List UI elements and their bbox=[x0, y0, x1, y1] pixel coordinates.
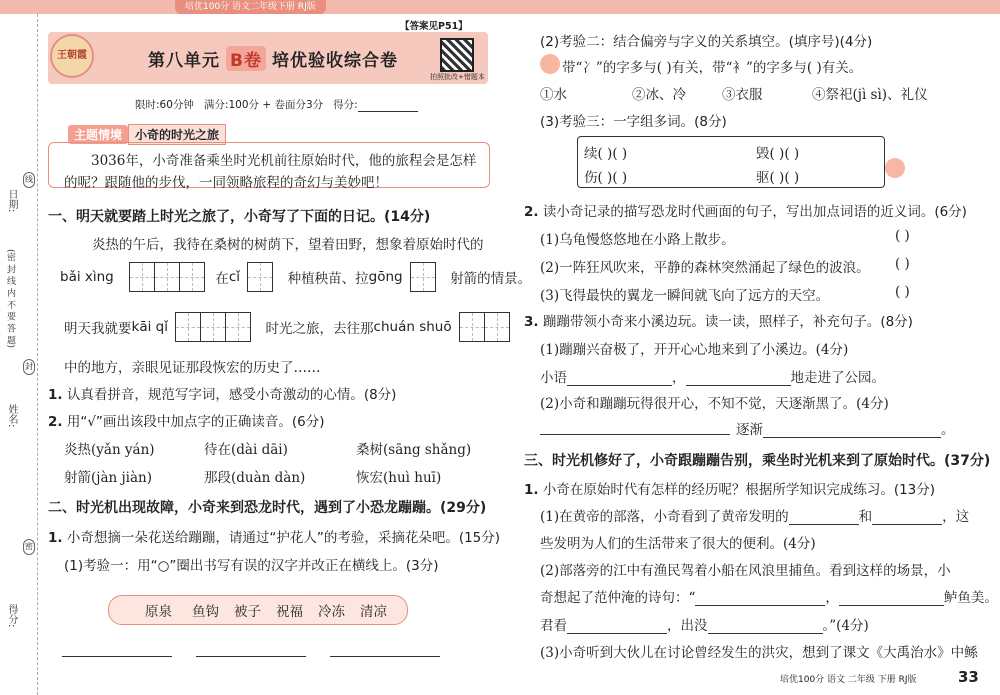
title-banner bbox=[48, 32, 488, 84]
seal-dot: 密 bbox=[23, 539, 35, 555]
word-group[interactable]: 伤( )( ) bbox=[584, 170, 628, 186]
reading-option[interactable]: 待在(dài dāi) bbox=[204, 442, 288, 458]
q2-2: 2. 读小奇记录的描写恐龙时代画面的句子，写出加点词语的近义词。(6分) bbox=[524, 204, 967, 220]
score-label: 得分: bbox=[6, 604, 17, 628]
word-item[interactable]: 清凉 bbox=[360, 604, 387, 620]
word-group[interactable]: 驱( )( ) bbox=[756, 170, 800, 186]
answer-line[interactable] bbox=[196, 656, 306, 657]
word-item[interactable]: 祝福 bbox=[276, 604, 303, 620]
qr-code-icon[interactable] bbox=[440, 38, 474, 72]
text-line: (2)部落旁的江中有渔民驾着小船在风浪里捕鱼。看到这样的场景，小 bbox=[540, 563, 951, 579]
q1-2: 2. 用“√”画出该段中加点字的正确读音。(6分) bbox=[48, 414, 325, 430]
word-item[interactable]: 被子 bbox=[234, 604, 261, 620]
reading-option[interactable]: 炎热(yǎn yán) bbox=[64, 442, 155, 458]
task-3: (3)考验三：一字组多词。(8分) bbox=[540, 114, 727, 130]
char-grid[interactable] bbox=[411, 262, 436, 292]
q3-1: 1. 小奇在原始时代有怎样的经历呢？根据所学知识完成练习。(13分) bbox=[524, 482, 936, 498]
sentence: (1)蹦蹦兴奋极了，开开心心地来到了小溪边。(4分) bbox=[540, 342, 849, 358]
answer-line[interactable] bbox=[62, 656, 172, 657]
char-grid[interactable] bbox=[248, 262, 273, 292]
reading-option[interactable]: 恢宏(huì huī) bbox=[356, 470, 442, 486]
word-group[interactable]: 毁( )( ) bbox=[756, 146, 800, 162]
diary-line-4: 中的地方，亲眼见证那段恢宏的历史了…… bbox=[64, 360, 321, 376]
page-title: 第八单元 B卷 培优验收综合卷 bbox=[148, 46, 398, 71]
series-label: 培优100分 语文二年级下册 RJ版 bbox=[175, 0, 326, 14]
fill-line: 奇想起了范仲淹的诗句：“ ， 鲈鱼美。 bbox=[540, 590, 998, 606]
diary-line-3: 明天我就要kāi qǐ 时光之旅，去往那chuán shuō bbox=[64, 312, 510, 342]
answer-paren[interactable]: ( ) bbox=[895, 284, 910, 300]
fill-line: (1)在黄帝的部落，小奇看到了黄帝发明的 和 ，这 bbox=[540, 509, 970, 525]
exam-meta: 限时:60分钟 满分:100分 + 卷面分3分 得分: bbox=[135, 97, 418, 112]
word-group[interactable]: 续( )( ) bbox=[584, 146, 628, 162]
section-3-heading: 三、时光机修好了，小奇跟蹦蹦告别，乘坐时光机来到了原始时代。(37分) bbox=[524, 453, 991, 469]
seal-dot: 封 bbox=[23, 359, 35, 375]
volume-badge: B卷 bbox=[226, 46, 266, 71]
flower-icon bbox=[885, 158, 905, 178]
q2-3: 3. 蹦蹦带领小奇来小溪边玩。读一读，照样子，补充句子。(8分) bbox=[524, 314, 913, 330]
answer-line[interactable] bbox=[540, 434, 730, 435]
task-2: (2)考验二：结合偏旁与字义的关系填空。(填序号)(4分) bbox=[540, 34, 873, 50]
top-bar bbox=[0, 0, 1000, 14]
theme-title: 小奇的时光之旅 bbox=[128, 124, 226, 145]
option: ①水 bbox=[540, 87, 567, 103]
text-line: (3)小奇听到大伙儿在讨论曾经发生的洪灾，想到了课文《大禹治水》中鲧 bbox=[540, 645, 978, 661]
sentence: (2)一阵狂风吹来，平静的森林突然涌起了绿色的波浪。 bbox=[540, 260, 870, 276]
option: ③衣服 bbox=[722, 87, 763, 103]
qr-caption: 拍照批改+错题本 bbox=[430, 73, 485, 81]
word-item[interactable]: 冷冻 bbox=[318, 604, 345, 620]
diary-line-1: 炎热的午后，我待在桑树的树荫下，望着田野，想象着原始时代的 bbox=[92, 237, 484, 253]
sentence: (1)乌龟慢悠悠地在小路上散步。 bbox=[540, 232, 735, 248]
option: ④祭祀(jì sì)、礼仪 bbox=[812, 87, 928, 103]
char-grid[interactable] bbox=[460, 312, 510, 342]
q2-1: 1. 小奇想摘一朵花送给蹦蹦，请通过“护花人”的考验，采摘花朵吧。(15分) bbox=[48, 530, 501, 546]
answer-paren[interactable]: ( ) bbox=[895, 256, 910, 272]
option: ②冰、冷 bbox=[632, 87, 686, 103]
date-label: 日期: bbox=[6, 189, 17, 213]
char-grid[interactable] bbox=[176, 312, 251, 342]
fill-line: 小语 ， 地走进了公园。 bbox=[540, 370, 885, 386]
reading-option[interactable]: 桑树(sāng shǎng) bbox=[356, 442, 472, 458]
seal-note: (密 封 线 内 不 要 答 题) bbox=[5, 249, 15, 349]
reading-option[interactable]: 射箭(jàn jiàn) bbox=[64, 470, 153, 486]
q1-1: 1. 认真看拼音，规范写字词，感受小奇激动的心情。(8分) bbox=[48, 387, 397, 403]
char-grid[interactable] bbox=[130, 262, 205, 292]
reading-option[interactable]: 那段(duàn dàn) bbox=[204, 470, 306, 486]
sentence: (2)小奇和蹦蹦玩得很开心，不知不觉，天逐渐黑了。(4分) bbox=[540, 396, 889, 412]
page-number: 33 bbox=[958, 668, 979, 686]
fill-line: 逐渐 。 bbox=[736, 422, 955, 438]
flower-icon bbox=[540, 54, 560, 74]
task-2-line[interactable]: 带“冫”的字多与( )有关，带“衤”的字多与( )有关。 bbox=[562, 60, 863, 76]
binding-margin bbox=[0, 14, 38, 695]
intro-text: 3036年，小奇准备乘坐时光机前往原始时代，他的旅程会是怎样的呢？跟随他的步伐，一同领略旅程的奇幻与美妙吧！ bbox=[64, 153, 477, 191]
word-item[interactable]: 原泉 bbox=[145, 604, 172, 620]
answer-line[interactable] bbox=[330, 656, 440, 657]
fill-line: 君看 ，出没 。”(4分) bbox=[540, 618, 869, 634]
section-2-heading: 二、时光机出现故障，小奇来到恐龙时代，遇到了小恐龙蹦蹦。(29分) bbox=[48, 500, 487, 516]
footer: 培优100分 语文 二年级 下册 RJ版 bbox=[780, 675, 917, 685]
diary-line-2: bǎi xìng 在cǐ 种植秧苗、拉gōng 射箭的情景。 bbox=[60, 262, 531, 292]
theme-chip: 主题情境 bbox=[68, 125, 128, 144]
task-1: (1)考验一：用“○”圈出书写有误的汉字并改正在横线上。(3分) bbox=[64, 558, 439, 574]
word-item[interactable]: 鱼钩 bbox=[192, 604, 219, 620]
answer-reference: 【答案见P51】 bbox=[400, 21, 468, 32]
name-label: 姓名: bbox=[6, 404, 17, 428]
text-line: 些发明为人们的生活带来了很大的便利。(4分) bbox=[540, 536, 816, 552]
section-1-heading: 一、明天就要踏上时光之旅了，小奇写了下面的日记。(14分) bbox=[48, 209, 431, 225]
answer-paren[interactable]: ( ) bbox=[895, 228, 910, 244]
brand-logo: 王朝霞 bbox=[50, 34, 94, 78]
sentence: (3)飞得最快的翼龙一瞬间就飞向了远方的天空。 bbox=[540, 288, 830, 304]
seal-dot: 线 bbox=[23, 172, 35, 188]
